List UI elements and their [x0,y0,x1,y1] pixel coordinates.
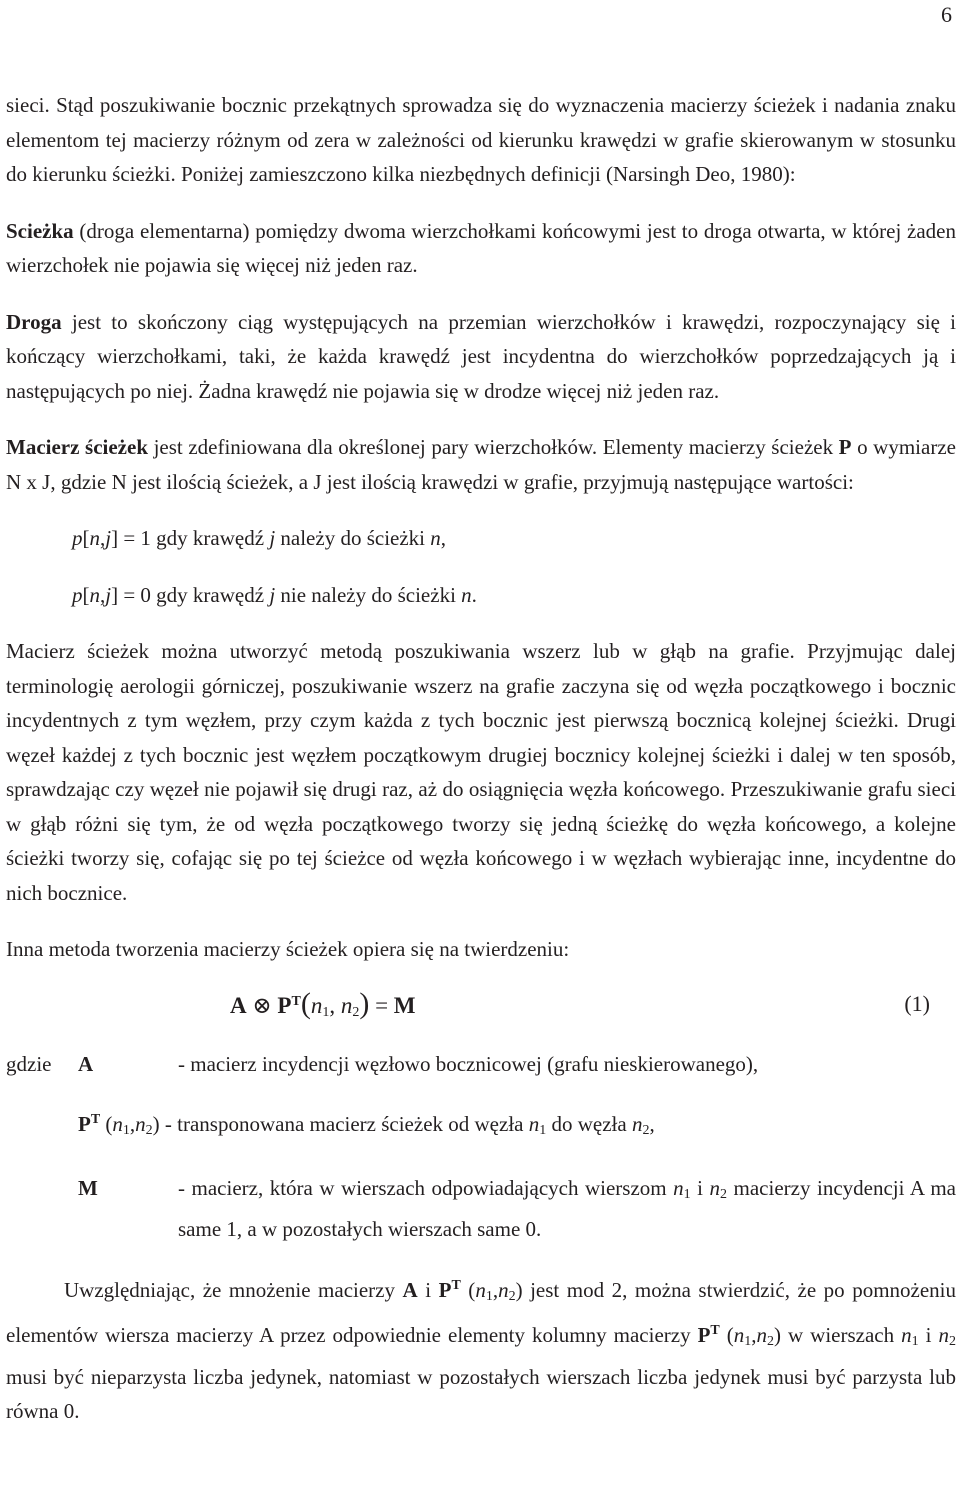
definition-path [6,214,956,283]
equation-number: (1) [904,990,930,1016]
definition-M-text: - macierz, która w wierszach odpowiadających wierszom $n_1$ i $n_2$ macierzy incydencji A ma same 1, a w pozostałych wierszach same 0. [178,1175,956,1241]
definition-road-text: jest to skończony ciąg występujących na przemian wierzchołków i krawędzi, rozpoczynający się i kończący wierzchołkami, taki, że każda krawędź jest incydentna do wierzchołków poprzedzających ją i następujących po niej. Żadna krawędź nie pojawia się w drodze więcej niż jeden raz. [6,309,956,403]
otimes-symbol: ⊗ [252,992,272,1018]
definition-matrix-text2: o wymiarze N x J, gdzie N jest ilością ścieżek, a J jest ilością krawędzi w grafie, przyjmują następujące wartości: [6,435,956,494]
definition-matrix-text1: jest zdefiniowana dla określonej pary wierzchołków. Elementy macierzy ścieżek [148,435,839,459]
definition-path-matrix [6,430,956,499]
paragraph-search-methods: Macierz ścieżek można utworzyć metodą poszukiwania wszerz lub w głąb na grafie. Przyjmując dalej terminologię aerologii górniczej, poszukiwanie wszerz na grafie zaczyna się od węzła początkowego i bocznic incydentnych z tym węzłem, przy czym każda z tych bocznic jest pierwszą bocznicą kolejnej ścieżki. Drugi węzeł każdej z tych bocznic jest węzłem początkowym drugiej bocznicy kolejnej ścieżki i dalej w ten sposób, sprawdzając czy węzeł nie pojawił się drugi raz, aż do osiągnięcia węzła końcowego. Przeszukiwanie grafu sieci w głąb różni się tym, że od węzła początkowego tworzy się jedną ścieżkę do węzła końcowego, a kolejne ścieżki tworzy się, cofając się po tej ścieżce od węzła końcowego i w węzłach wybierając inne, incydentne do nich bocznice. [6,639,956,905]
page-number: 6 [941,2,952,27]
equation-1 [6,979,956,1031]
definition-road [6,305,956,409]
equation-body: A ⊗ $P^T(n_1$, $n_2) = M$ [230,986,416,1020]
symbol-A: A [78,1051,94,1076]
definition-matrix-term: Macierz ścieżek [6,435,148,459]
where-definition-A [6,1047,956,1082]
formula-zero: p[n,j] = 0 gdy krawędź j nie należy do ścieżki n. [72,582,477,607]
document-body [6,88,956,1429]
where-label: gdzie [6,1051,52,1076]
formula-one: p[n,j] = 1 gdy krawędź j należy do ścieżki n, [72,526,447,550]
paragraph-theorem-intro: Inna metoda tworzenia macierzy ścieżek opiera się na twierdzeniu: [6,937,570,961]
definition-matrix-symbol: P [838,435,852,459]
definition-road-term: Droga [6,309,62,334]
definition-path-term: Scieżka [6,218,74,243]
where-definition-M [6,1171,956,1247]
paragraph-intro: sieci. Stąd poszukiwanie bocznic przekątnych sprowadza się do wyznaczenia macierzy ścieżek i nadania znaku elementom tej macierzy różnym od zera w zależności od kierunku krawędzi w grafie skierowanym w stosunku do kierunku ścieżki. Poniżej zamieszczono kilka niezbędnych definicji (Narsingh Deo, 1980): [6,93,956,186]
symbol-M: M [78,1175,98,1200]
definition-A-text: - macierz incydencji węzłowo bocznicowej (grafu nieskierowanego), [178,1051,759,1076]
definition-path-text: (droga elementarna) pomiędzy dwoma wierzchołkami końcowymi jest to droga otwarta, w której żaden wierzchołek nie pojawia się więcej niż jeden raz. [6,218,956,277]
paragraph-conclusion: Uwzględniając, że mnożenie macierzy A i $P^T$ $(n_1,n_2)$ jest mod 2, można stwierdzić, że po pomnożeniu elementów wiersza macierzy A przez odpowiednie elementy kolumny macierzy $P^T$ $(n_1,n_2)$ w wierszach $n_1$ i $n_2$ musi być nieparzysta liczba jedynek, natomiast w pozostałych wierszach liczba jedynek musi być parzysta lub równa 0. [6,1277,957,1423]
where-definition-PT: $P^T$ $(n_1,n_2)$ - transponowana macierz ścieżek od węzła $n_1$ do węzła $n_2$, [78,1112,655,1138]
